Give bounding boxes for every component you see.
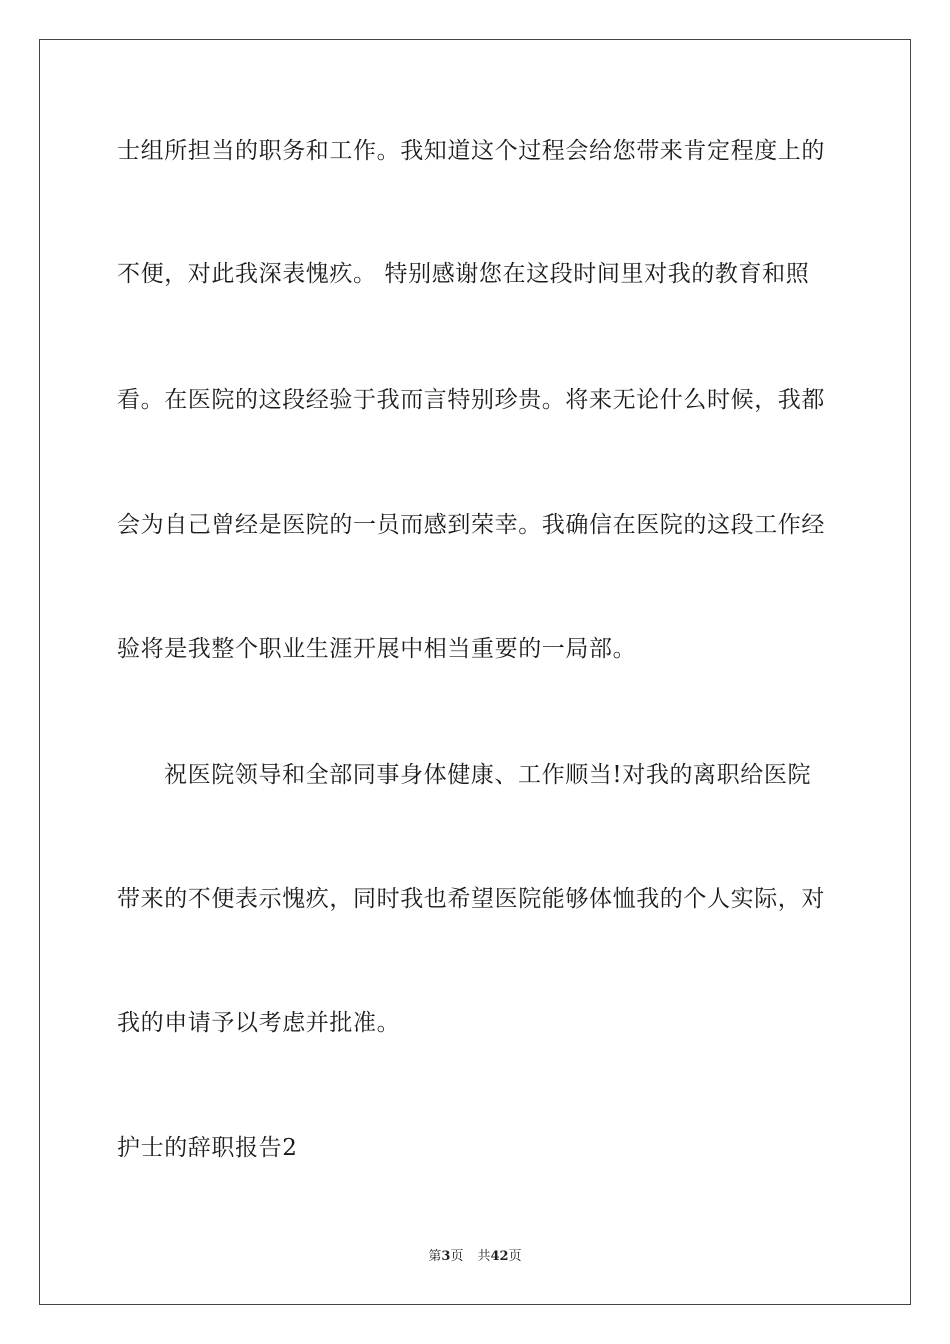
page-unit: 页 bbox=[450, 1249, 464, 1264]
page-prefix: 第 bbox=[428, 1249, 442, 1264]
body-line-6: 祝医院领导和全部同事身体健康、工作顺当!对我的离职给医院 bbox=[164, 762, 812, 788]
body-line-8: 我的申请予以考虑并批准。 bbox=[117, 1010, 401, 1036]
total-prefix: 共 bbox=[477, 1249, 491, 1264]
page-number: 3 bbox=[441, 1249, 451, 1264]
body-line-7: 带来的不便表示愧疚，同时我也希望医院能够体恤我的个人实际，对 bbox=[117, 886, 825, 912]
body-line-3: 看。在医院的这段经验于我而言特别珍贵。将来无论什么时候，我都 bbox=[117, 387, 825, 413]
body-line-1: 士组所担当的职务和工作。我知道这个过程会给您带来肯定程度上的 bbox=[117, 138, 825, 164]
page-footer bbox=[0, 1249, 950, 1265]
body-line-5: 验将是我整个职业生涯开展中相当重要的一局部。 bbox=[117, 636, 637, 662]
page-border bbox=[39, 39, 911, 1305]
body-line-2: 不便，对此我深表愧疚。 特别感谢您在这段时间里对我的教育和照 bbox=[117, 261, 810, 287]
total-pages: 42 bbox=[490, 1249, 509, 1264]
total-unit: 页 bbox=[508, 1249, 522, 1264]
body-line-4: 会为自己曾经是医院的一员而感到荣幸。我确信在医院的这段工作经 bbox=[117, 512, 825, 538]
section-heading: 护士的辞职报告2 bbox=[117, 1135, 298, 1161]
